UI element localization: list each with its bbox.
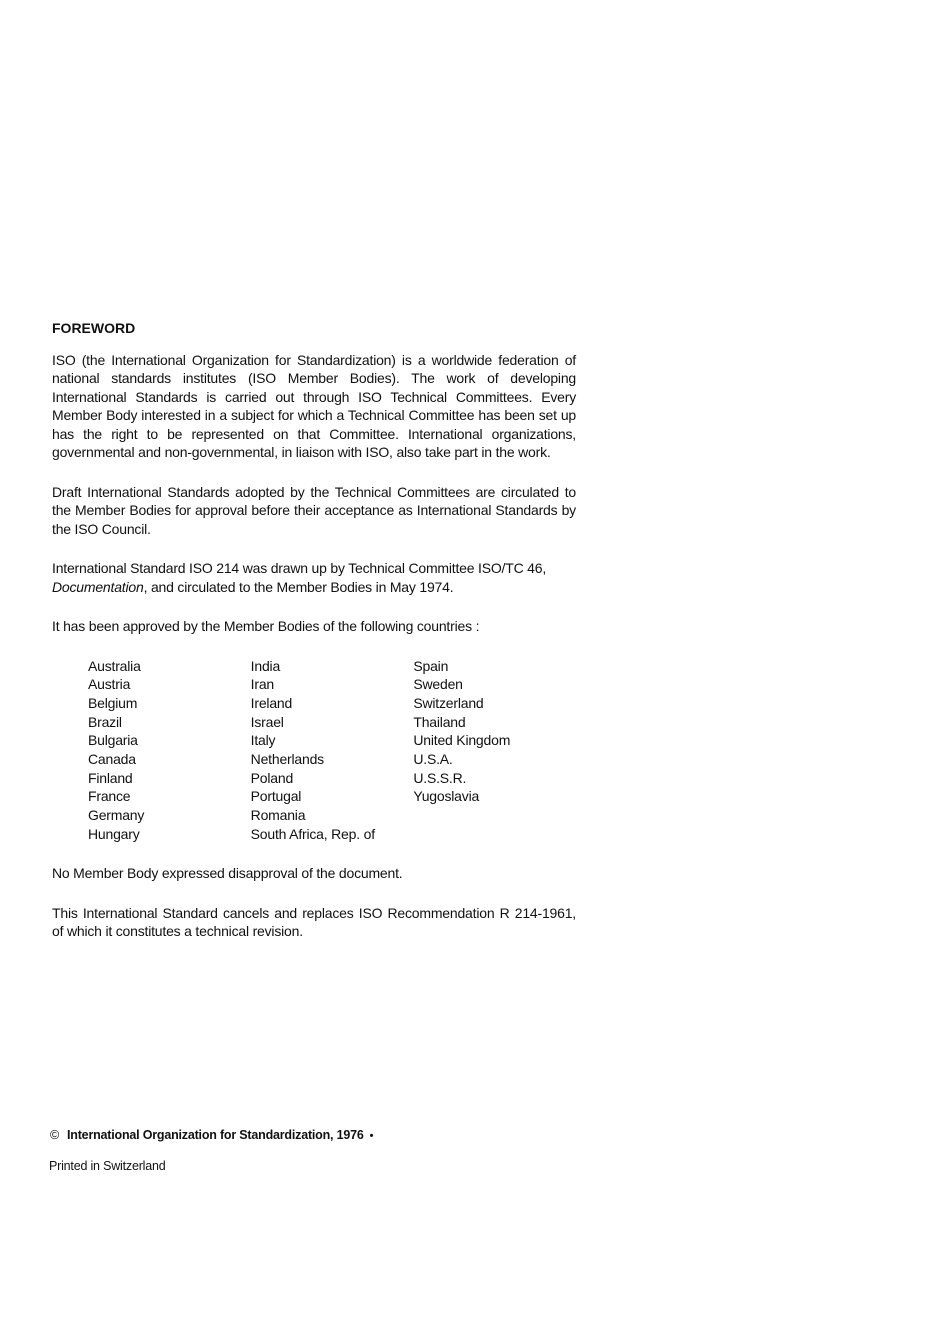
country-item: Thailand [413,713,466,730]
foreword-paragraph-drawn-up [52,559,576,596]
country-item: Poland [250,769,294,786]
foreword-paragraph-no-disapproval: No Member Body expressed disapproval of the document. [52,865,403,882]
country-item: Belgium [88,694,138,711]
country-item: Romania [250,807,306,823]
country-item: Netherlands [250,750,324,767]
country-column-1 [88,657,251,844]
country-item: Spain [413,657,449,674]
country-item: United Kingdom [413,732,511,749]
copyright-text: International Organization for Standardization, 1976 [67,1128,364,1142]
copyright-line [50,1128,373,1142]
printed-in-line: Printed in Switzerland [49,1159,166,1173]
committee-name: Documentation [52,578,144,595]
foreword-heading: FOREWORD [52,320,136,336]
country-item: Austria [88,676,131,693]
country-item: Canada [88,750,136,767]
country-list [88,657,576,844]
country-item: Finland [88,769,133,786]
country-column-3 [413,657,576,844]
foreword-paragraph-draft-standards: Draft International Standards adopted by the Technical Committees are circulated to the Member Bodies for approval before their acceptance as International Standards by the ISO Council. [52,483,576,537]
country-item: Sweden [413,676,463,693]
foreword-section [52,319,576,962]
country-item: Iran [250,676,274,693]
country-item: Yugoslavia [413,788,480,805]
country-item: Brazil [88,713,122,730]
country-item: France [88,788,131,805]
drawn-up-text: International Standard ISO 214 was drawn up by Technical Committee ISO/TC 46, [52,560,547,576]
country-item: Israel [250,713,284,730]
country-item: South Africa, Rep. of [250,825,375,842]
country-item: Switzerland [413,694,484,711]
foreword-paragraph-iso-intro: ISO (the International Organization for Standardization) is a worldwide federation of national standards institutes (ISO Member Bodies). The work of developing International Standards is carried out through ISO Technical Committees. Every Member Body interested in a subject for which a Technical Committee has been set up has the right to be represented on that Committee. International organizations, governmental and non-governmental, in liaison with ISO, also take part in the work. [52,351,576,460]
country-item: U.S.A. [413,750,453,767]
foreword-paragraph-cancels-replaces: This International Standard cancels and replaces ISO Recommendation R 214-1961, of which it constitutes a technical revision. [52,904,576,940]
country-item: Ireland [250,694,293,711]
country-item: India [250,657,281,674]
country-item: Hungary [88,825,140,842]
copyright-icon: © [50,1128,60,1142]
foreword-paragraph-approved: It has been approved by the Member Bodies of the following countries : [52,618,480,634]
country-item: Bulgaria [88,732,138,749]
country-item: Germany [88,807,145,823]
circulated-text: , and circulated to the Member Bodies in May 1974. [143,578,454,595]
country-column-2 [251,657,414,844]
country-item: U.S.S.R. [413,769,467,786]
country-item: Portugal [250,788,302,805]
bullet-icon: • [369,1130,374,1142]
country-item: Australia [88,657,141,674]
country-item: Italy [250,732,276,749]
